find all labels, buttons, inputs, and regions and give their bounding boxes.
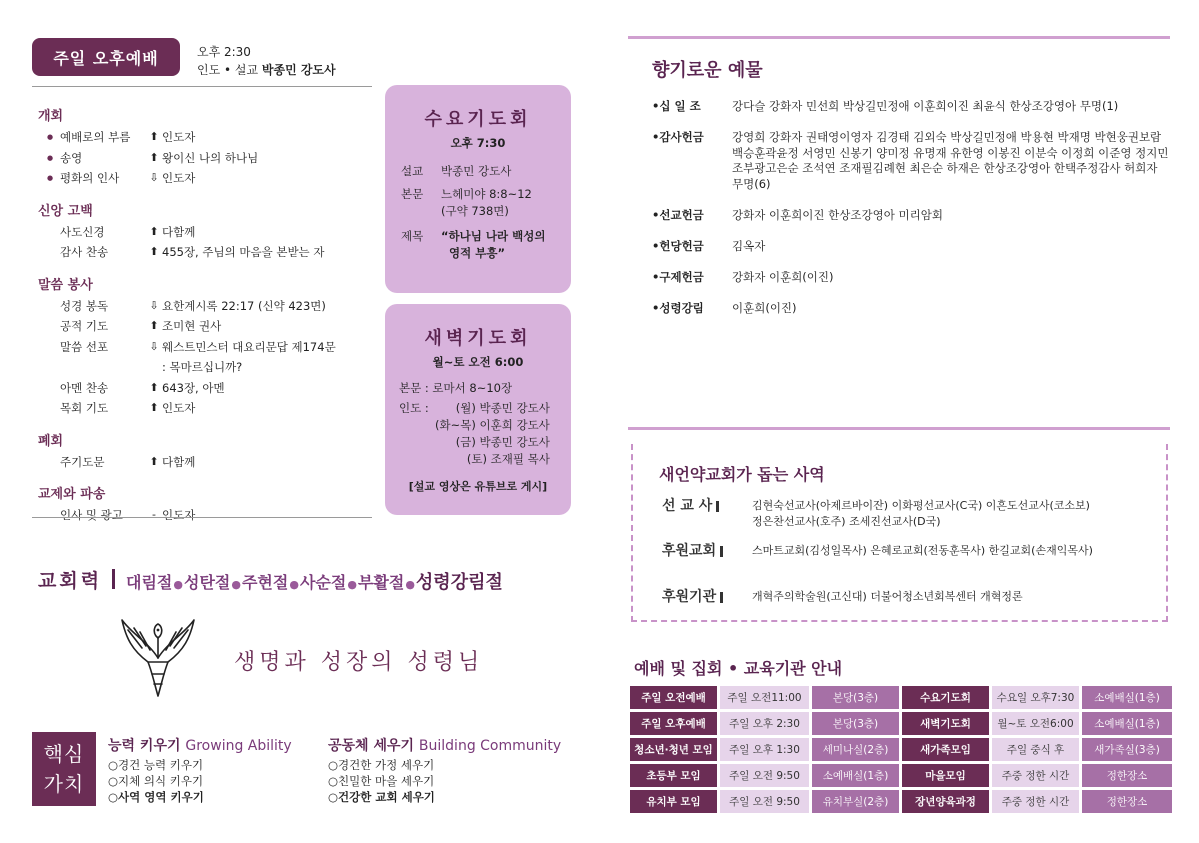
offering-value: 강화자 이훈희이진 한상조강영아 미리암회 xyxy=(732,208,943,222)
dawn-note: [설교 영상은 유튜브로 게시] xyxy=(408,480,548,493)
divider xyxy=(32,86,372,87)
order-label: 공적 기도 xyxy=(60,319,109,333)
schedule-time-cell: 주일 오전11:00 xyxy=(720,686,809,709)
order-label: 목회 기도 xyxy=(60,401,109,415)
core-values-label xyxy=(32,732,96,806)
order-value: 다함께 xyxy=(162,454,196,469)
order-label: 주기도문 xyxy=(60,454,105,469)
core-label-1: 핵심 xyxy=(43,742,85,766)
schedule-time-cell: 주일 오전 9:50 xyxy=(720,764,809,787)
ability-heading-en: Growing Ability xyxy=(185,738,292,754)
order-label: 아멘 찬송 xyxy=(60,380,109,395)
stand-arrow-icon: ⬆ xyxy=(149,401,159,414)
supporting-org-row xyxy=(662,588,1023,606)
stand-arrow-icon: ⬆ xyxy=(149,224,159,238)
schedule-place-cell: 본당(3층) xyxy=(812,686,899,709)
community-values xyxy=(328,738,561,805)
order-value: 인도자 xyxy=(162,130,196,144)
divider xyxy=(628,427,1170,430)
calendar-label: 교회력 xyxy=(38,570,103,592)
service-info xyxy=(197,43,336,79)
text-page: (구약 738면) xyxy=(441,204,509,218)
order-row xyxy=(38,222,378,243)
order-label: 말씀 선포 xyxy=(60,339,109,354)
divider xyxy=(32,517,372,518)
schedule-place-cell: 소예배실(1층) xyxy=(812,764,899,787)
section-heading: 폐회 xyxy=(38,433,64,449)
order-label xyxy=(38,357,146,378)
order-row xyxy=(38,505,378,526)
ministry-title: 새언약교회가 돕는 사역 xyxy=(659,465,825,484)
stand-arrow-icon: ⬆ xyxy=(149,454,159,468)
season: 부활절 xyxy=(357,573,405,592)
order-value: 455장, 주님의 마음을 본받는 자 xyxy=(162,245,325,259)
missionary-row xyxy=(662,497,1090,530)
stand-arrow-icon: ⬆ xyxy=(149,245,159,258)
order-value: 왕이신 나의 하나님 xyxy=(162,150,259,165)
dawn-leaders-key: 인도 : xyxy=(399,401,429,415)
ability-values xyxy=(108,738,292,805)
org-key: 후원기관 xyxy=(662,589,717,605)
order-value: 인도자 xyxy=(162,171,196,185)
schedule-table xyxy=(630,686,1175,813)
offering-title: 향기로운 예물 xyxy=(652,60,763,81)
schedule-time-cell: 주일 오전 9:50 xyxy=(720,790,809,813)
order-value: 조미현 권사 xyxy=(162,319,222,333)
wednesday-title: 수요기도회 xyxy=(424,109,532,130)
stand-arrow-icon: ⬆ xyxy=(149,150,159,164)
community-item: ○경건한 가정 세우기 xyxy=(328,758,435,772)
dawn-leader: (금) 박종민 강도사 xyxy=(455,435,550,449)
order-row xyxy=(38,242,378,263)
order-row xyxy=(38,398,378,419)
order-row xyxy=(38,452,378,473)
church-value: 스마트교회(김성일목사) 은혜로교회(전동훈목사) 한길교회(손재익목사) xyxy=(752,544,1093,557)
leader-prefix: 인도 • 설교 xyxy=(197,63,262,77)
service-time: 오후 2:30 xyxy=(197,45,251,59)
schedule-name-cell: 초등부 모임 xyxy=(630,764,717,787)
offering-key: •선교헌금 xyxy=(652,208,704,222)
dash-icon xyxy=(146,357,162,378)
season: 성탄절 xyxy=(183,573,231,592)
order-label: ● 평화의 인사 xyxy=(38,168,146,189)
order-label: 성경 봉독 xyxy=(60,298,109,313)
section-heading: 개회 xyxy=(38,109,64,124)
church-key: 후원교회 xyxy=(662,543,717,559)
order-row xyxy=(38,316,378,337)
current-season: 성령강림절 xyxy=(415,572,503,593)
offering-row xyxy=(652,99,1172,115)
ability-item: ○사역 영역 키우기 xyxy=(108,790,204,804)
preacher-value: 박종민 강도사 xyxy=(441,164,512,178)
schedule-title: 예배 및 집회 • 교육기관 안내 xyxy=(634,659,843,678)
order-row xyxy=(38,296,378,317)
offering-row xyxy=(652,130,1172,192)
calendar-seasons: 대림절●성탄절●주현절●사순절●부활절●성령강림절 xyxy=(126,572,503,593)
order-row xyxy=(38,148,378,169)
section-heading: 교제와 파송 xyxy=(38,487,106,502)
offering-key: •십 일 조 xyxy=(652,99,701,113)
ability-item: ○경건 능력 키우기 xyxy=(108,758,204,772)
core-label-2: 가치 xyxy=(43,772,85,796)
schedule-time-cell: 주중 정한 시간 xyxy=(992,764,1079,787)
offering-key: •감사헌금 xyxy=(652,130,704,144)
wednesday-time: 오후 7:30 xyxy=(450,136,506,150)
missionary-key: 선 교 사 xyxy=(662,498,713,514)
offering-value: 김옥자 xyxy=(732,239,766,253)
schedule-name-cell: 새가족모임 xyxy=(902,738,989,761)
page-title: 주일 오후예배 xyxy=(32,38,180,76)
schedule-name-cell: 청소년·청년 모임 xyxy=(630,738,717,761)
schedule-time-cell: 주일 중식 후 xyxy=(992,738,1079,761)
stand-arrow-icon: ⬆ xyxy=(149,380,159,394)
dawn-leader: (월) 박종민 강도사 xyxy=(455,401,550,415)
season-theme: 생명과 성장의 성령님 xyxy=(234,650,484,675)
season: 사순절 xyxy=(299,573,347,592)
dash-icon: - xyxy=(152,508,156,521)
schedule-place-cell: 소예배실(1층) xyxy=(1082,712,1172,735)
schedule-name-cell: 장년양육과정 xyxy=(902,790,989,813)
schedule-name-cell: 수요기도회 xyxy=(902,686,989,709)
dawn-leader: (화~목) 이훈희 강도사 xyxy=(435,418,550,432)
dawn-title: 새벽기도회 xyxy=(424,328,532,349)
leader-name: 박종민 강도사 xyxy=(261,63,336,77)
stand-arrow-icon: ⬆ xyxy=(149,319,159,332)
topic-value-2: 영적 부흥” xyxy=(449,246,505,260)
ability-heading: 능력 키우기 xyxy=(108,738,181,754)
offering-value: 강영희 강화자 권태영이영자 김경태 김외숙 박상길민정애 박용현 박재명 박현웅권보람 백승훈곽윤정 서영민 신봉기 양미정 유명재 유한영 이봉진 이분숙 이정희 이준영 정지민 조부광고은순 조석연 조재필김례현 최은순 하재은 한상조강영아 한택주정감사 허희자 무명(6) xyxy=(732,130,1169,191)
community-heading-en: Building Community xyxy=(418,738,562,754)
offering-row xyxy=(652,208,1172,224)
offering-row xyxy=(652,239,1172,255)
stand-arrow-icon: ⬆ xyxy=(149,130,159,143)
org-value: 개혁주의학술원(고신대) 더불어청소년회복센터 개혁정론 xyxy=(752,590,1023,603)
divider xyxy=(628,36,1170,39)
offering-row xyxy=(652,301,1172,317)
calendar-divider xyxy=(112,569,115,589)
order-label: ● 송영 xyxy=(38,148,146,169)
schedule-name-cell: 주일 오후예배 xyxy=(630,712,717,735)
topic-value: “하나님 나라 백성의 xyxy=(441,229,546,243)
schedule-place-cell: 정한장소 xyxy=(1082,764,1172,787)
order-value: 웨스트민스터 대요리문답 제174문 xyxy=(162,339,336,354)
schedule-place-cell: 정한장소 xyxy=(1082,790,1172,813)
order-value: 643장, 아멘 xyxy=(162,380,225,395)
community-item: ○친밀한 마을 세우기 xyxy=(328,774,435,788)
missionary-value: 정은찬선교사(호주) 조세진선교사(D국) xyxy=(752,515,941,528)
order-value: 요한계시록 22:17 (신약 423면) xyxy=(162,298,326,313)
sit-arrow-icon: ⇩ xyxy=(149,171,159,184)
text-value: 느헤미야 8:8~12 xyxy=(441,187,532,201)
order-of-worship xyxy=(38,105,378,526)
supporting-church-row xyxy=(662,542,1093,560)
order-label: 감사 찬송 xyxy=(60,245,109,259)
topic-key: 제목 xyxy=(401,229,424,243)
season: 주현절 xyxy=(241,573,289,592)
offering-value: 강화자 이훈희(이진) xyxy=(732,270,834,284)
dawn-time: 월~토 오전 6:00 xyxy=(432,355,524,369)
offering-value: 이훈희(이진) xyxy=(732,301,797,315)
order-value: : 목마르십니까? xyxy=(162,360,243,374)
schedule-place-cell: 새가족실(3층) xyxy=(1082,738,1172,761)
sit-arrow-icon: ⇩ xyxy=(149,298,159,312)
preacher-key: 설교 xyxy=(401,164,424,178)
schedule-time-cell: 주중 정한 시간 xyxy=(992,790,1079,813)
schedule-name-cell: 유치부 모임 xyxy=(630,790,717,813)
order-value: 인도자 xyxy=(162,508,196,522)
schedule-name-cell: 주일 오전예배 xyxy=(630,686,717,709)
offering-value: 강다슬 강화자 민선희 박상길민정애 이훈희이진 최윤식 한상조강영아 무명(1) xyxy=(732,99,1119,113)
section-heading: 신앙 고백 xyxy=(38,203,93,219)
offering-key: •헌당헌금 xyxy=(652,239,704,253)
schedule-name-cell: 마을모임 xyxy=(902,764,989,787)
schedule-time-cell: 주일 오후 1:30 xyxy=(720,738,809,761)
order-row xyxy=(38,357,378,378)
schedule-place-cell: 본당(3층) xyxy=(812,712,899,735)
section-heading: 말씀 봉사 xyxy=(38,277,93,293)
order-row xyxy=(38,127,378,148)
order-label: 사도신경 xyxy=(60,224,105,239)
dawn-leader: (토) 조재필 목사 xyxy=(466,452,550,466)
schedule-time-cell: 주일 오후 2:30 xyxy=(720,712,809,735)
community-item: ○건강한 교회 세우기 xyxy=(328,790,435,804)
dawn-text: 본문 : 로마서 8~10장 xyxy=(399,381,513,395)
community-heading: 공동체 세우기 xyxy=(328,738,415,754)
dawn-prayer-box xyxy=(385,304,571,515)
offering-row xyxy=(652,270,1172,286)
offering-key: •성령강림 xyxy=(652,301,704,315)
order-row xyxy=(38,337,378,358)
text-key: 본문 xyxy=(401,187,424,201)
order-value: 인도자 xyxy=(162,401,196,415)
order-row xyxy=(38,378,378,399)
sit-arrow-icon: ⇩ xyxy=(149,339,159,353)
order-value: 다함께 xyxy=(162,224,196,239)
order-label: 인사 및 광고 xyxy=(60,508,123,522)
offering-key: •구제헌금 xyxy=(652,270,704,284)
schedule-place-cell: 세미나실(2층) xyxy=(812,738,899,761)
schedule-place-cell: 유치부실(2층) xyxy=(812,790,899,813)
schedule-place-cell: 소예배실(1층) xyxy=(1082,686,1172,709)
order-label: ● 예배로의 부름 xyxy=(38,127,146,148)
wednesday-prayer-box xyxy=(385,85,571,293)
missionary-value: 김현숙선교사(아제르바이잔) 이화평선교사(C국) 이흔도선교사(코소보) xyxy=(752,499,1090,512)
schedule-time-cell: 수요일 오후7:30 xyxy=(992,686,1079,709)
order-row xyxy=(38,168,378,189)
ability-item: ○지체 의식 키우기 xyxy=(108,774,204,788)
schedule-time-cell: 월~토 오전6:00 xyxy=(992,712,1079,735)
dove-icon xyxy=(118,612,198,700)
season: 대림절 xyxy=(126,573,173,592)
schedule-name-cell: 새벽기도회 xyxy=(902,712,989,735)
